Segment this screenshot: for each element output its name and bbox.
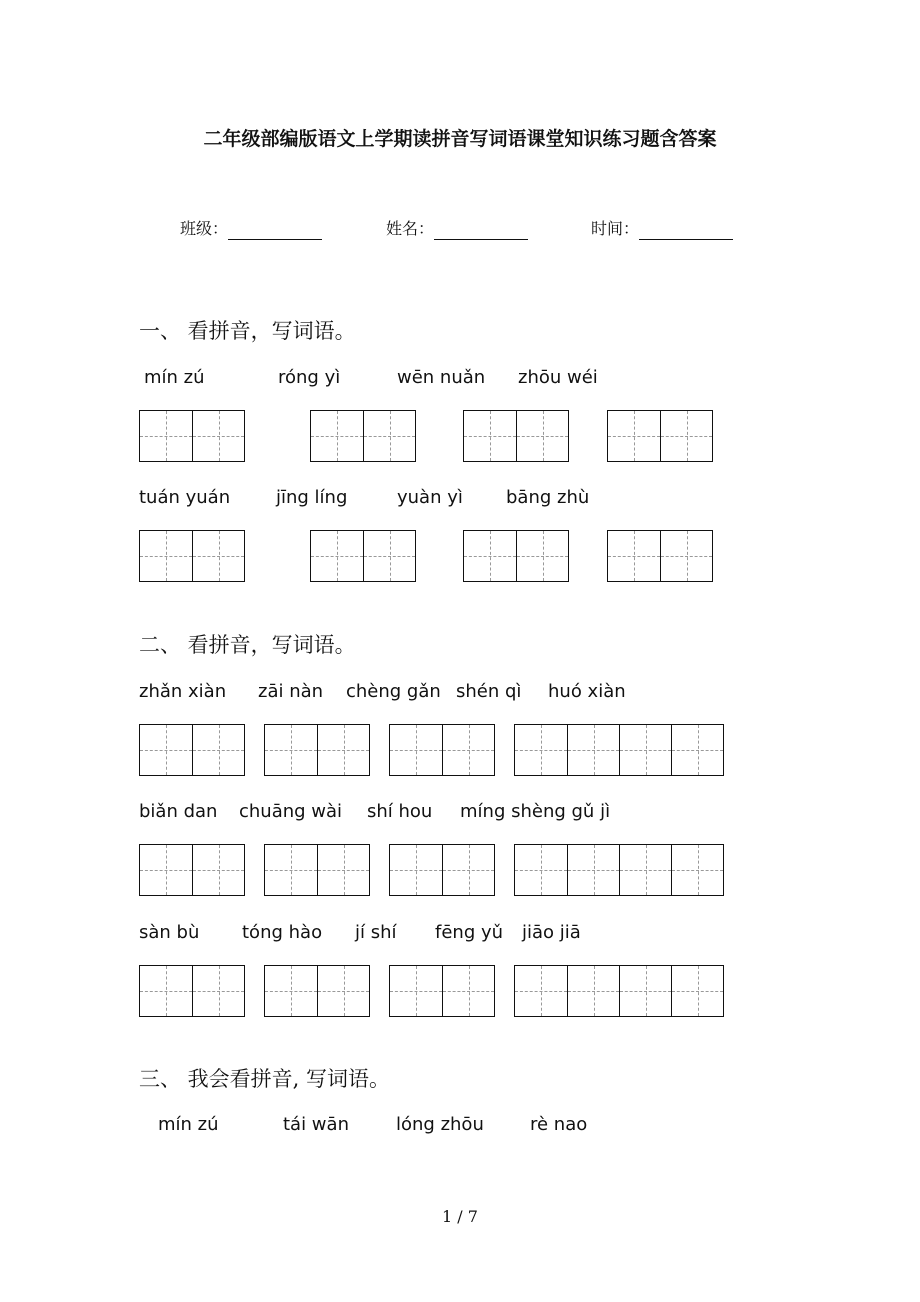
- writing-grid[interactable]: [310, 530, 416, 582]
- name-field: [386, 216, 528, 240]
- pinyin-word: fēng yǔ: [435, 922, 504, 943]
- writing-grid[interactable]: [139, 844, 245, 896]
- writing-grid[interactable]: [514, 965, 724, 1017]
- writing-grid[interactable]: [389, 724, 495, 776]
- pinyin-word: róng yì: [278, 367, 341, 388]
- page-title: 二年级部编版语文上学期读拼音写词语课堂知识练习题含答案: [203, 128, 717, 150]
- pinyin-word: yuàn yì: [397, 487, 463, 508]
- pinyin-word: bāng zhù: [506, 487, 590, 508]
- name-label: 姓名：: [386, 219, 435, 238]
- section-1-heading: 一、 看拼音，写词语。: [139, 319, 356, 343]
- pinyin-word: chuāng wài: [239, 801, 343, 822]
- writing-grid[interactable]: [463, 530, 569, 582]
- time-field: [591, 216, 733, 240]
- pinyin-word: mín zú: [144, 367, 205, 388]
- writing-grid[interactable]: [139, 724, 245, 776]
- pinyin-word: mín zú: [158, 1114, 219, 1135]
- writing-grid[interactable]: [514, 844, 724, 896]
- pinyin-word: jiāo jiā: [522, 922, 581, 943]
- pinyin-word: sàn bù: [139, 922, 200, 943]
- page-number: 1 / 7: [442, 1207, 478, 1226]
- writing-grid[interactable]: [264, 844, 370, 896]
- writing-grid[interactable]: [264, 724, 370, 776]
- class-field: [180, 216, 322, 240]
- pinyin-word: zāi nàn: [258, 681, 324, 702]
- writing-grid[interactable]: [607, 530, 713, 582]
- pinyin-word: chèng gǎn: [346, 681, 441, 702]
- pinyin-word: biǎn dan: [139, 801, 218, 822]
- writing-grid[interactable]: [310, 410, 416, 462]
- writing-grid[interactable]: [389, 965, 495, 1017]
- writing-grid[interactable]: [463, 410, 569, 462]
- class-label: 班级：: [180, 219, 229, 238]
- time-blank[interactable]: [639, 221, 733, 240]
- pinyin-word: zhōu wéi: [518, 367, 598, 388]
- section-2-heading: 二、 看拼音，写词语。: [139, 633, 356, 657]
- pinyin-word: tóng hào: [242, 922, 323, 943]
- section-3-heading: 三、 我会看拼音, 写词语。: [139, 1067, 391, 1091]
- writing-grid[interactable]: [264, 965, 370, 1017]
- class-blank[interactable]: [228, 221, 322, 240]
- writing-grid[interactable]: [514, 724, 724, 776]
- pinyin-word: tái wān: [283, 1114, 349, 1135]
- writing-grid[interactable]: [139, 410, 245, 462]
- writing-grid[interactable]: [139, 965, 245, 1017]
- pinyin-word: jīng líng: [276, 487, 348, 508]
- pinyin-word: jí shí: [355, 922, 397, 943]
- pinyin-word: tuán yuán: [139, 487, 231, 508]
- name-blank[interactable]: [434, 221, 528, 240]
- pinyin-word: lóng zhōu: [396, 1114, 484, 1135]
- writing-grid[interactable]: [139, 530, 245, 582]
- writing-grid[interactable]: [389, 844, 495, 896]
- pinyin-word: shén qì: [456, 681, 522, 702]
- pinyin-word: wēn nuǎn: [397, 367, 486, 388]
- pinyin-word: huó xiàn: [548, 681, 626, 702]
- pinyin-word: míng shèng gǔ jì: [460, 801, 611, 822]
- pinyin-word: shí hou: [367, 801, 433, 822]
- pinyin-word: rè nao: [530, 1114, 588, 1135]
- pinyin-word: zhǎn xiàn: [139, 681, 227, 702]
- writing-grid[interactable]: [607, 410, 713, 462]
- time-label: 时间：: [591, 219, 640, 238]
